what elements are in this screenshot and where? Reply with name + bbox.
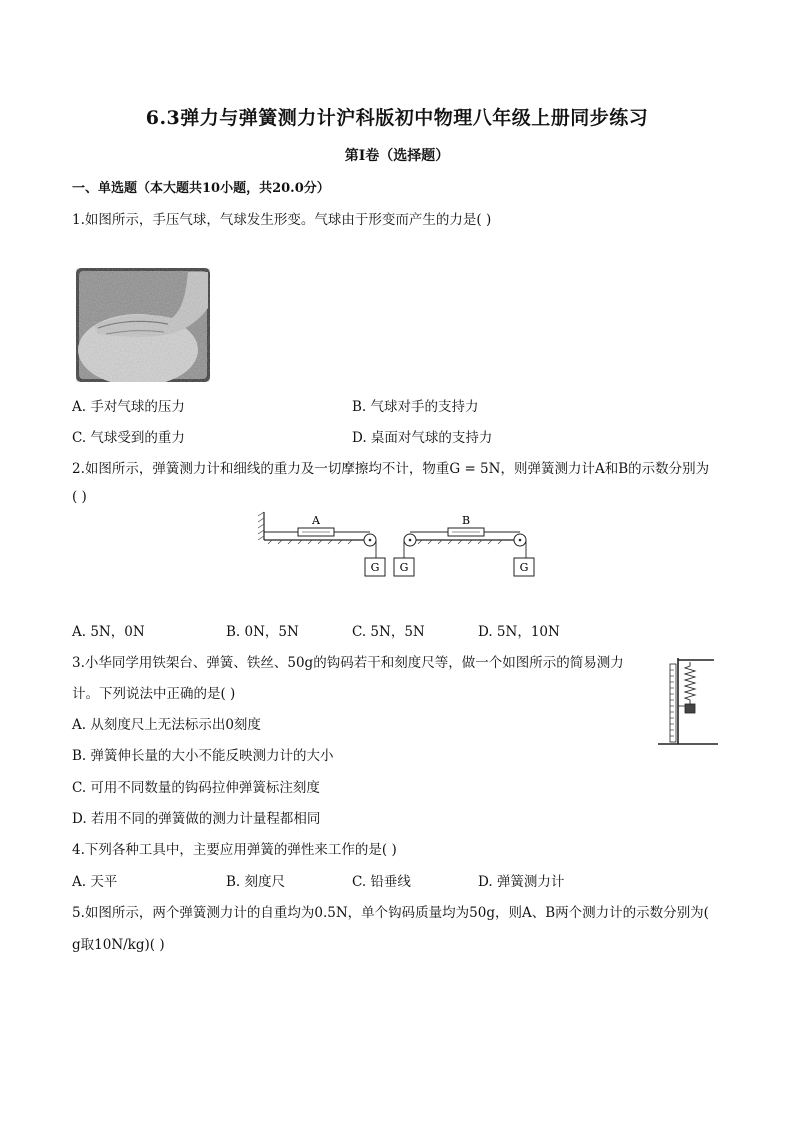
question-2-option-d: D. 5N，10N — [478, 624, 560, 640]
question-5-stem-line-2: g取10N/kg)( ) — [72, 937, 165, 953]
simple-spring-scale-figure — [652, 654, 722, 750]
spring-scale-pulley-diagram — [258, 510, 538, 582]
question-1-option-d: D. 桌面对气球的支持力 — [352, 430, 493, 446]
weight-label-1: G — [370, 561, 380, 574]
scale-a-label: A — [312, 514, 320, 527]
weight-label-3: G — [519, 561, 529, 574]
question-2-option-c: C. 5N，5N — [352, 624, 425, 640]
question-2-stem-line-2: ( ) — [72, 489, 87, 505]
question-1-option-b: B. 气球对手的支持力 — [352, 399, 479, 415]
page-title: 6.3弹力与弹簧测力计沪科版初中物理八年级上册同步练习 — [145, 107, 649, 129]
paper-subtitle: 第I卷（选择题） — [344, 148, 450, 164]
question-3-stem-line-1: 3.小华同学用铁架台、弹簧、铁丝、50g的钩码若干和刻度尺等，做一个如图所示的简易测力 — [72, 655, 624, 671]
question-1-stem: 1.如图所示，手压气球，气球发生形变。气球由于形变而产生的力是( ) — [72, 212, 492, 228]
question-4-option-b: B. 刻度尺 — [226, 874, 286, 890]
question-4-option-c: C. 铅垂线 — [352, 874, 411, 890]
question-3-option-c: C. 可用不同数量的钩码拉伸弹簧标注刻度 — [72, 780, 320, 796]
question-3-stem-line-2: 计。下列说法中正确的是( ) — [72, 686, 236, 702]
question-3-option-d: D. 若用不同的弹簧做的测力计量程都相同 — [72, 811, 321, 827]
question-5-stem-line-1: 5.如图所示，两个弹簧测力计的自重均为0.5N，单个钩码质量均为50g，则A、B两个测力计的示数分别为( — [72, 905, 709, 921]
question-3-option-b: B. 弹簧伸长量的大小不能反映测力计的大小 — [72, 748, 334, 764]
balloon-photo — [76, 268, 210, 382]
question-3-option-a: A. 从刻度尺上无法标示出0刻度 — [72, 717, 261, 733]
section-heading: 一、单选题（本大题共10小题，共20.0分） — [72, 181, 330, 196]
scale-b-label: B — [461, 514, 471, 527]
question-2-stem-line-1: 2.如图所示，弹簧测力计和细线的重力及一切摩擦均不计，物重G = 5N，则弹簧测力计A和B的示数分别为 — [72, 461, 710, 477]
question-4-stem: 4.下列各种工具中，主要应用弹簧的弹性来工作的是( ) — [72, 842, 397, 858]
weight-label-2: G — [399, 561, 409, 574]
question-1-option-a: A. 手对气球的压力 — [72, 399, 185, 415]
question-2-option-b: B. 0N，5N — [226, 624, 299, 640]
question-1-option-c: C. 气球受到的重力 — [72, 430, 185, 446]
question-4-option-d: D. 弹簧测力计 — [478, 874, 565, 890]
question-2-option-a: A. 5N，0N — [72, 624, 145, 640]
question-4-option-a: A. 天平 — [72, 874, 118, 890]
